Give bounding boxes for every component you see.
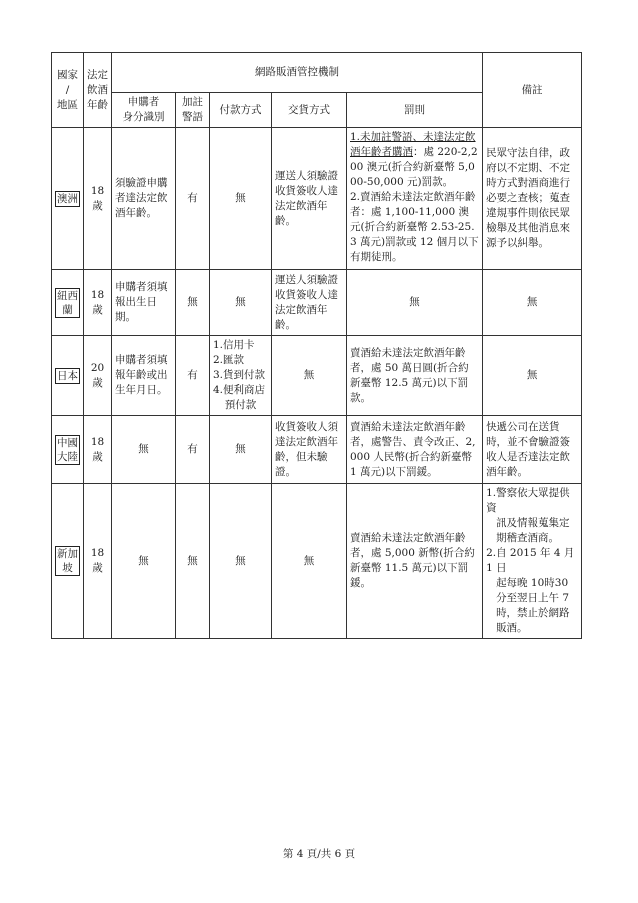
penalty-cell <box>347 128 483 270</box>
age-cell: 18 歲 <box>84 484 112 639</box>
buyer-id-cell: 無 <box>112 484 176 639</box>
age-cell: 20 歲 <box>84 336 112 416</box>
payment-item: 1.信用卡 <box>213 339 255 351</box>
buyer-id-cell: 申購者須填報年齡或出生年月日。 <box>112 336 176 416</box>
payment-cell: 無 <box>210 270 272 336</box>
country-cell <box>52 128 84 270</box>
remarks-header: 備註 <box>483 53 582 128</box>
legal-age-header: 法定 飲酒 年齡 <box>84 53 112 128</box>
country-cell <box>52 336 84 416</box>
table-row <box>52 416 582 484</box>
age-cell: 18 歲 <box>84 128 112 270</box>
buyer-id-cell: 須驗證申購者達法定飲酒年齡。 <box>112 128 176 270</box>
delivery-cell: 無 <box>272 484 347 639</box>
payment-item: 3.貨到付款 <box>213 369 266 381</box>
page-number: 第 4 頁/共 6 頁 <box>282 848 356 860</box>
buyer-id-cell: 無 <box>112 416 176 484</box>
remark-item-1-head: 1.警察依大眾提供資 <box>486 487 570 514</box>
remark-item-1-tail: 訊及情報蒐集定期稽查酒商。 <box>496 517 570 544</box>
country-name: 新加 坡 <box>57 548 78 574</box>
mechanism-header: 網路販酒管控機制 <box>112 53 483 93</box>
remarks-cell: 無 <box>483 336 582 416</box>
delivery-cell: 運送人須驗證收貨簽收人達法定飲酒年齡。 <box>272 128 347 270</box>
delivery-header: 交貨方式 <box>272 93 347 128</box>
table-row <box>52 270 582 336</box>
regulation-table <box>51 52 582 639</box>
penalty-cell: 賣酒給未達法定飲酒年齡者，處 5,000 新幣(折合約新臺幣 11.5 萬元)以下罰鍰。 <box>347 484 483 639</box>
table-row <box>52 484 582 639</box>
payment-cell: 無 <box>210 484 272 639</box>
payment-header: 付款方式 <box>210 93 272 128</box>
delivery-cell: 收貨簽收人須達法定飲酒年齡，但未驗證。 <box>272 416 347 484</box>
penalty-cell: 賣酒給未達法定飲酒年齡者，處 50 萬日圓(折合約新臺幣 12.5 萬元)以下罰款。 <box>347 336 483 416</box>
payment-item: 2.匯款 <box>213 354 245 366</box>
delivery-cell: 無 <box>272 336 347 416</box>
warning-cell: 有 <box>176 336 210 416</box>
country-cell <box>52 270 84 336</box>
penalty-item-1-rest: ：處 220-2,200 澳元(折合約新臺幣 5,000-50,000 元)罰款。 <box>350 146 478 188</box>
table-row <box>52 128 582 270</box>
warning-cell: 有 <box>176 416 210 484</box>
age-cell: 18 歲 <box>84 416 112 484</box>
remarks-cell: 民眾守法自律，政府以不定期、不定時方式對酒商進行必要之查核；蒐查違規事件則依民眾檢舉及其他消息來源予以糾舉。 <box>483 128 582 270</box>
penalty-header: 罰則 <box>347 93 483 128</box>
remarks-cell: 無 <box>483 270 582 336</box>
delivery-cell: 運送人須驗證收貨簽收人達法定飲酒年齡。 <box>272 270 347 336</box>
payment-item: 4.便利商店 <box>213 384 266 396</box>
country-name: 中國 大陸 <box>57 436 78 463</box>
warning-header: 加註 警語 <box>176 93 210 128</box>
warning-cell: 無 <box>176 484 210 639</box>
payment-cell: 無 <box>210 416 272 484</box>
remarks-cell: 快遞公司在送貨時，並不會驗證簽收人是否達法定飲酒年齡。 <box>483 416 582 484</box>
payment-cell: 無 <box>210 128 272 270</box>
penalty-cell: 賣酒給未達法定飲酒年齡者，處警告、責令改正、2,000 人民幣(折合約新臺幣 1 萬元)以下罰鍰。 <box>347 416 483 484</box>
buyer-id-cell: 申購者須填報出生日期。 <box>112 270 176 336</box>
country-header: 國家 / 地區 <box>52 53 84 128</box>
header-row-1 <box>52 53 582 93</box>
penalty-item-1-underlined: 1.未加註警語、未達法定飲酒年齡者購酒 <box>350 131 476 158</box>
country-cell <box>52 484 84 639</box>
remark-item-2-tail: 起每晚 10時30分至翌日上午 7 時，禁止於網路販酒。 <box>496 577 570 634</box>
payment-cell <box>210 336 272 416</box>
payment-item-continuation: 預付款 <box>224 399 257 411</box>
remarks-cell <box>483 484 582 639</box>
penalty-item-2: 2.賣酒給未達法定飲酒年齡者：處 1,100-11,000 澳元(折合約新臺幣 2.53-25.3 萬元)罰款或 12 個月以下有期徒刑。 <box>350 191 479 263</box>
warning-cell: 有 <box>176 128 210 270</box>
country-name: 紐西 蘭 <box>57 289 78 316</box>
table-row <box>52 336 582 416</box>
warning-cell: 無 <box>176 270 210 336</box>
country-name: 日本 <box>57 369 78 382</box>
country-cell <box>52 416 84 484</box>
buyer-id-header: 申購者 身分識別 <box>112 93 176 128</box>
remark-item-2-head: 2.自 2015 年 4 月 1 日 <box>486 547 575 574</box>
penalty-cell: 無 <box>347 270 483 336</box>
country-name: 澳洲 <box>57 192 78 205</box>
age-cell: 18 歲 <box>84 270 112 336</box>
